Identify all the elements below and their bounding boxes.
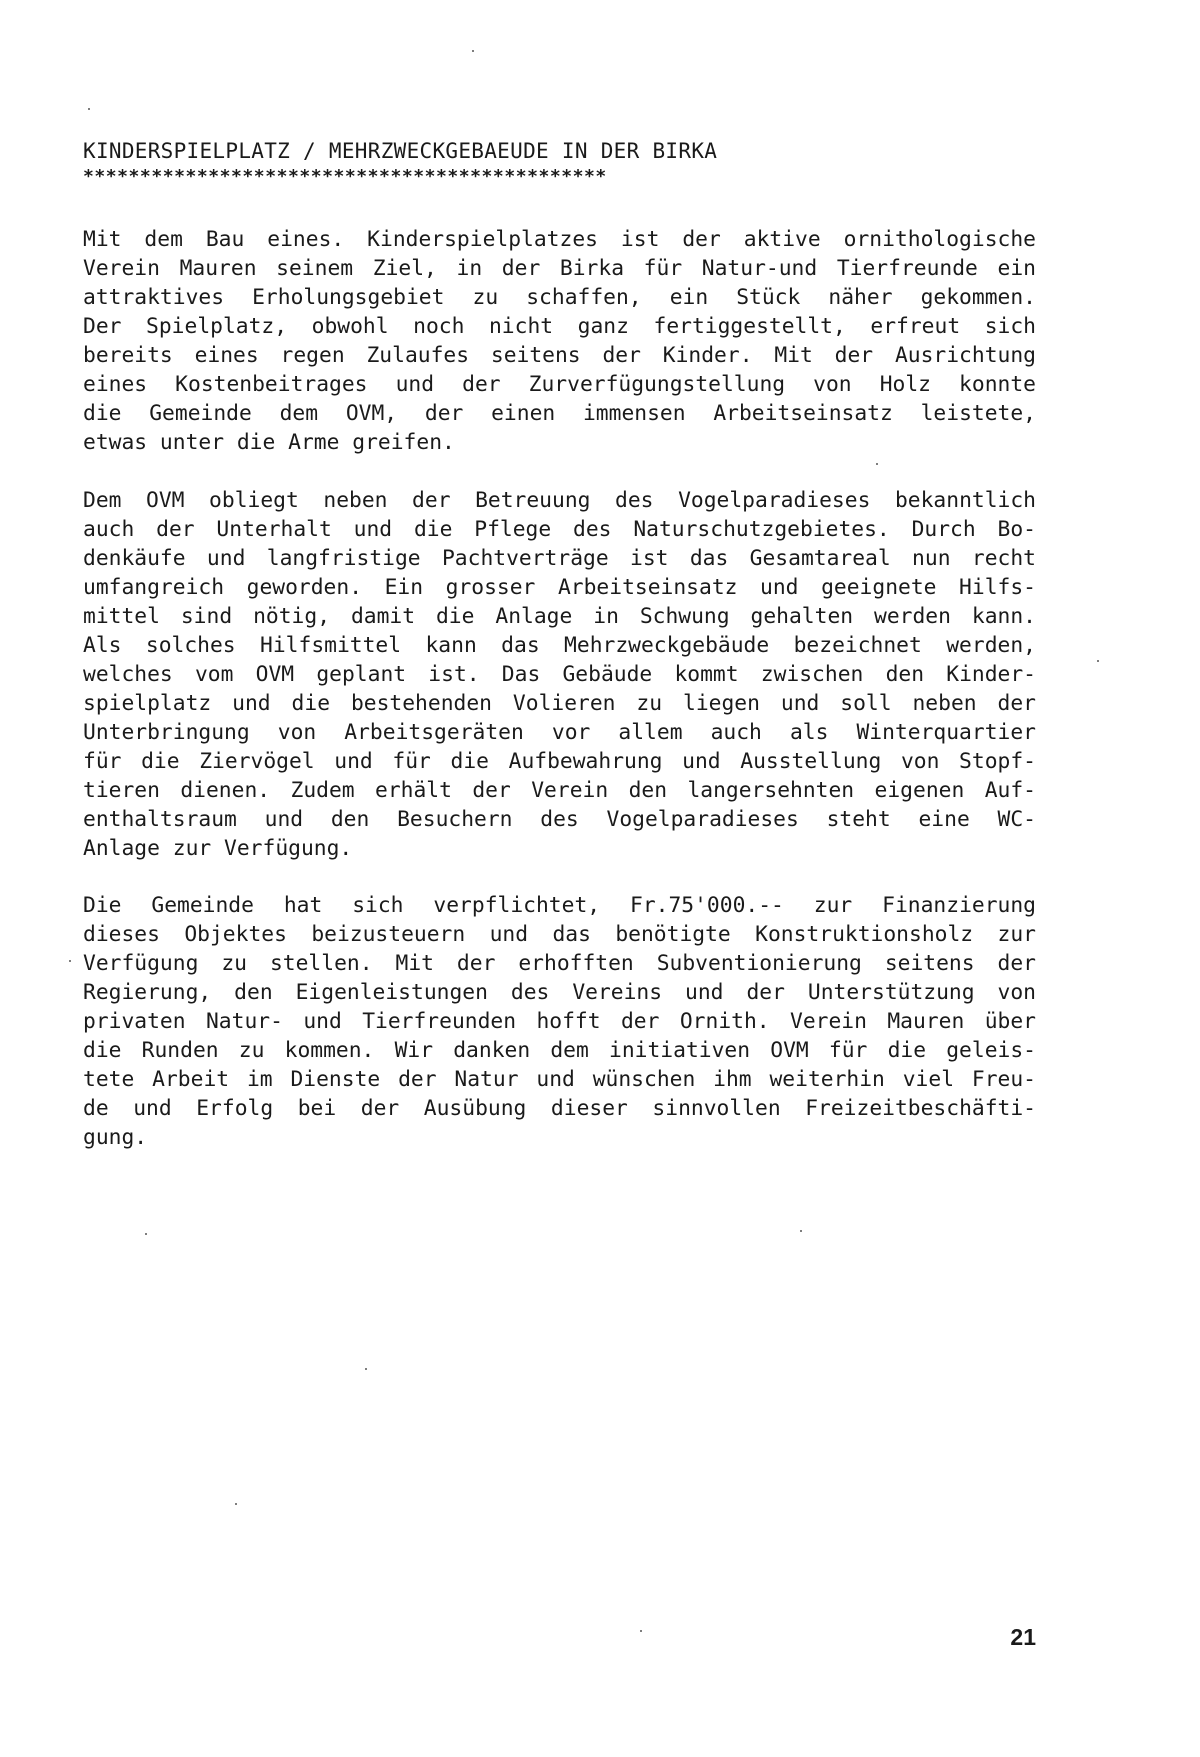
scan-speck	[640, 1630, 642, 1632]
text-line: Verfügung zu stellen. Mit der erhofften Subventionierung seitens der	[83, 951, 1036, 976]
text-line: privaten Natur- und Tierfreunden hofft der Ornith. Verein Mauren über	[83, 1009, 1036, 1034]
text-line: Als solches Hilfsmittel kann das Mehrzweckgebäude bezeichnet werden,	[83, 633, 1036, 658]
text-line: Unterbringung von Arbeitsgeräten vor allem auch als Winterquartier	[83, 720, 1036, 745]
text-line: mittel sind nötig, damit die Anlage in Schwung gehalten werden kann.	[83, 604, 1036, 629]
scan-speck	[235, 1503, 237, 1505]
text-line: de und Erfolg bei der Ausübung dieser sinnvollen Freizeitbeschäfti-	[83, 1096, 1036, 1121]
text-line: welches vom OVM geplant ist. Das Gebäude kommt zwischen den Kinder-	[83, 662, 1036, 687]
text-line: denkäufe und langfristige Pachtverträge ist das Gesamtareal nun recht	[83, 546, 1036, 571]
page-number: 21	[1010, 1624, 1036, 1650]
text-line: tieren dienen. Zudem erhält der Verein den langersehnten eigenen Auf-	[83, 778, 1036, 803]
text-line: tete Arbeit im Dienste der Natur und wünschen ihm weiterhin viel Freu-	[83, 1067, 1036, 1092]
text-line: Anlage zur Verfügung.	[83, 836, 353, 861]
text-line: etwas unter die Arme greifen.	[83, 430, 455, 455]
paragraph-1	[83, 225, 1036, 457]
text-line: enthaltsraum und den Besuchern des Vogelparadieses steht eine WC-	[83, 807, 1036, 832]
text-line: Dem OVM obliegt neben der Betreuung des Vogelparadieses bekanntlich	[83, 488, 1036, 513]
text-line: Der Spielplatz, obwohl noch nicht ganz fertiggestellt, erfreut sich	[83, 314, 1036, 339]
text-line: Mit dem Bau eines. Kinderspielplatzes ist der aktive ornithologische	[83, 227, 1036, 252]
text-line: attraktives Erholungsgebiet zu schaffen, ein Stück näher gekommen.	[83, 285, 1036, 310]
text-line: gung.	[83, 1125, 148, 1150]
paragraph-2	[83, 486, 1036, 863]
text-line: Regierung, den Eigenleistungen des Vereins und der Unterstützung von	[83, 980, 1036, 1005]
text-line: Die Gemeinde hat sich verpflichtet, Fr.75'000.-- zur Finanzierung	[83, 893, 1036, 918]
heading-underline: **********************************************	[83, 166, 607, 187]
text-line: für die Ziervögel und für die Aufbewahrung und Ausstellung von Stopf-	[83, 749, 1036, 774]
scan-speck	[876, 463, 878, 465]
text-line: spielplatz und die bestehenden Volieren zu liegen und soll neben der	[83, 691, 1036, 716]
text-line: bereits eines regen Zulaufes seitens der Kinder. Mit der Ausrichtung	[83, 343, 1036, 368]
article-heading: KINDERSPIELPLATZ / MEHRZWECKGEBAEUDE IN DER BIRKA	[83, 139, 718, 163]
scan-speck	[365, 1368, 367, 1370]
text-line: umfangreich geworden. Ein grosser Arbeitseinsatz und geeignete Hilfs-	[83, 575, 1036, 600]
text-line: die Runden zu kommen. Wir danken dem initiativen OVM für die geleis-	[83, 1038, 1036, 1063]
scan-speck	[472, 50, 474, 52]
scan-speck	[88, 108, 90, 110]
paragraph-3	[83, 891, 1036, 1152]
scan-speck	[69, 960, 71, 962]
scan-speck	[800, 1230, 802, 1232]
scan-speck	[145, 1233, 147, 1235]
text-line: die Gemeinde dem OVM, der einen immensen Arbeitseinsatz leistete,	[83, 401, 1036, 426]
text-line: Verein Mauren seinem Ziel, in der Birka für Natur-und Tierfreunde ein	[83, 256, 1036, 281]
text-line: dieses Objektes beizusteuern und das benötigte Konstruktionsholz zur	[83, 922, 1036, 947]
scan-speck	[1097, 660, 1099, 662]
text-line: auch der Unterhalt und die Pflege des Naturschutzgebietes. Durch Bo-	[83, 517, 1036, 542]
text-line: eines Kostenbeitrages und der Zurverfügungstellung von Holz konnte	[83, 372, 1036, 397]
